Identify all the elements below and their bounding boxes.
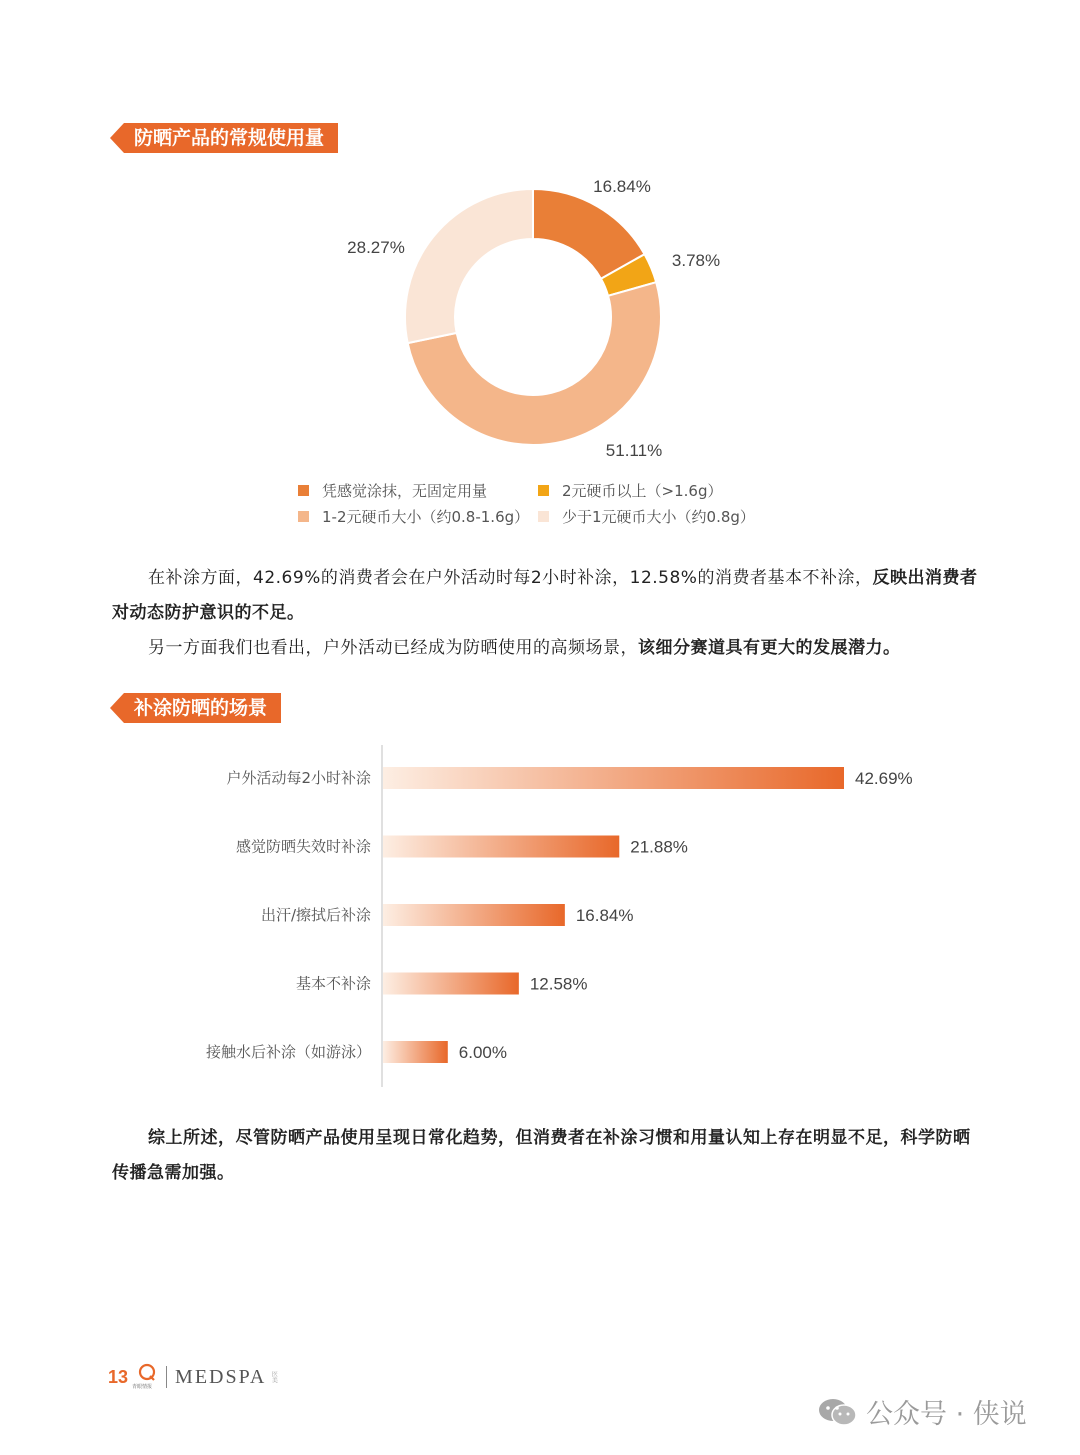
donut-chart-svg — [0, 160, 1080, 470]
paragraph-bold: 综上所述，尽管防晒产品使用呈现日常化趋势，但消费者在补涂习惯和用量认知上存在明显不足，科学防晒传播急需加强。 — [112, 1128, 971, 1183]
bar-value-label-2: 16.84% — [575, 906, 634, 925]
bar-category-label-0: 户外活动每2小时补涂 — [226, 769, 371, 787]
bar-chart — [0, 740, 1080, 1090]
bar-category-label-2: 出汗/擦拭后补涂 — [260, 906, 371, 924]
bar-1 — [383, 836, 619, 858]
legend-item-0 — [298, 480, 487, 501]
qingyan-logo-icon — [132, 1363, 158, 1391]
legend-item-2 — [298, 506, 529, 527]
bar-value-label-4: 6.00% — [458, 1043, 507, 1062]
medspa-logo: MEDSPA — [175, 1365, 267, 1388]
paragraph-text: 在补涂方面，42.69%的消费者会在户外活动时每2小时补涂，12.58%的消费者基本不补涂， — [148, 568, 873, 588]
page-number: 13 — [108, 1366, 129, 1387]
bar-category-label-1: 感觉防晒失效时补涂 — [235, 837, 371, 856]
legend-swatch — [298, 485, 309, 496]
paragraph-bold: 该细分赛道具有更大的发展潜力。 — [638, 638, 901, 658]
wechat-watermark — [818, 1392, 1027, 1431]
bar-2 — [383, 904, 565, 926]
legend-label: 少于1元硬币大小（约0.8g） — [562, 508, 755, 526]
bar-category-label-4: 接触水后补涂（如游泳） — [205, 1043, 371, 1061]
watermark-text: 公众号 · 侠说 — [866, 1399, 1027, 1430]
legend-swatch — [298, 511, 309, 522]
paragraph-conclusion — [112, 1121, 984, 1191]
paragraph-text: 另一方面我们也看出，户外活动已经成为防晒使用的高频场景， — [148, 638, 638, 658]
bar-0 — [383, 767, 844, 789]
logo-divider — [166, 1366, 167, 1388]
wechat-icon — [818, 1397, 858, 1427]
legend-label: 凭感觉涂抹，无固定用量 — [322, 482, 488, 500]
legend-label: 1-2元硬币大小（约0.8-1.6g） — [322, 508, 530, 526]
page-footer — [108, 1362, 278, 1392]
bar-3 — [383, 973, 519, 995]
donut-value-label-3: 28.27% — [347, 238, 405, 257]
legend-swatch — [538, 511, 549, 522]
paragraph-reapply — [112, 561, 984, 631]
bar-4 — [383, 1041, 448, 1063]
donut-value-label-2: 51.11% — [605, 441, 663, 460]
section-arrow-icon — [110, 123, 124, 153]
donut-value-label-1: 3.78% — [671, 251, 721, 270]
bar-value-label-1: 21.88% — [630, 837, 688, 857]
section-title-text: 防晒产品的常规使用量 — [124, 123, 338, 153]
paragraph-bold: 反映出消费者对动态防护意识的不足。 — [112, 568, 978, 623]
section-arrow-icon — [110, 693, 124, 723]
bar-value-label-0: 42.69% — [855, 769, 913, 788]
donut-value-label-0: 16.84% — [593, 177, 651, 196]
paragraph-outdoor — [112, 631, 984, 666]
legend-swatch — [538, 485, 549, 496]
section-title-scenes — [110, 693, 281, 723]
bar-chart-svg — [0, 740, 1080, 1090]
bar-category-label-3: 基本不补涂 — [295, 974, 371, 993]
logo-sub-text: 青眼情报 — [132, 1384, 153, 1390]
section-title-usage — [110, 123, 338, 153]
bar-value-label-3: 12.58% — [529, 974, 588, 994]
legend-item-1 — [538, 480, 723, 501]
section-title-text: 补涂防晒的场景 — [124, 693, 281, 723]
legend-item-3 — [538, 506, 755, 527]
donut-chart — [0, 160, 1080, 470]
legend-label: 2元硬币以上（>1.6g） — [562, 482, 723, 500]
donut-slice-3 — [405, 189, 533, 343]
logo-small-text: 医美 — [270, 1371, 278, 1383]
